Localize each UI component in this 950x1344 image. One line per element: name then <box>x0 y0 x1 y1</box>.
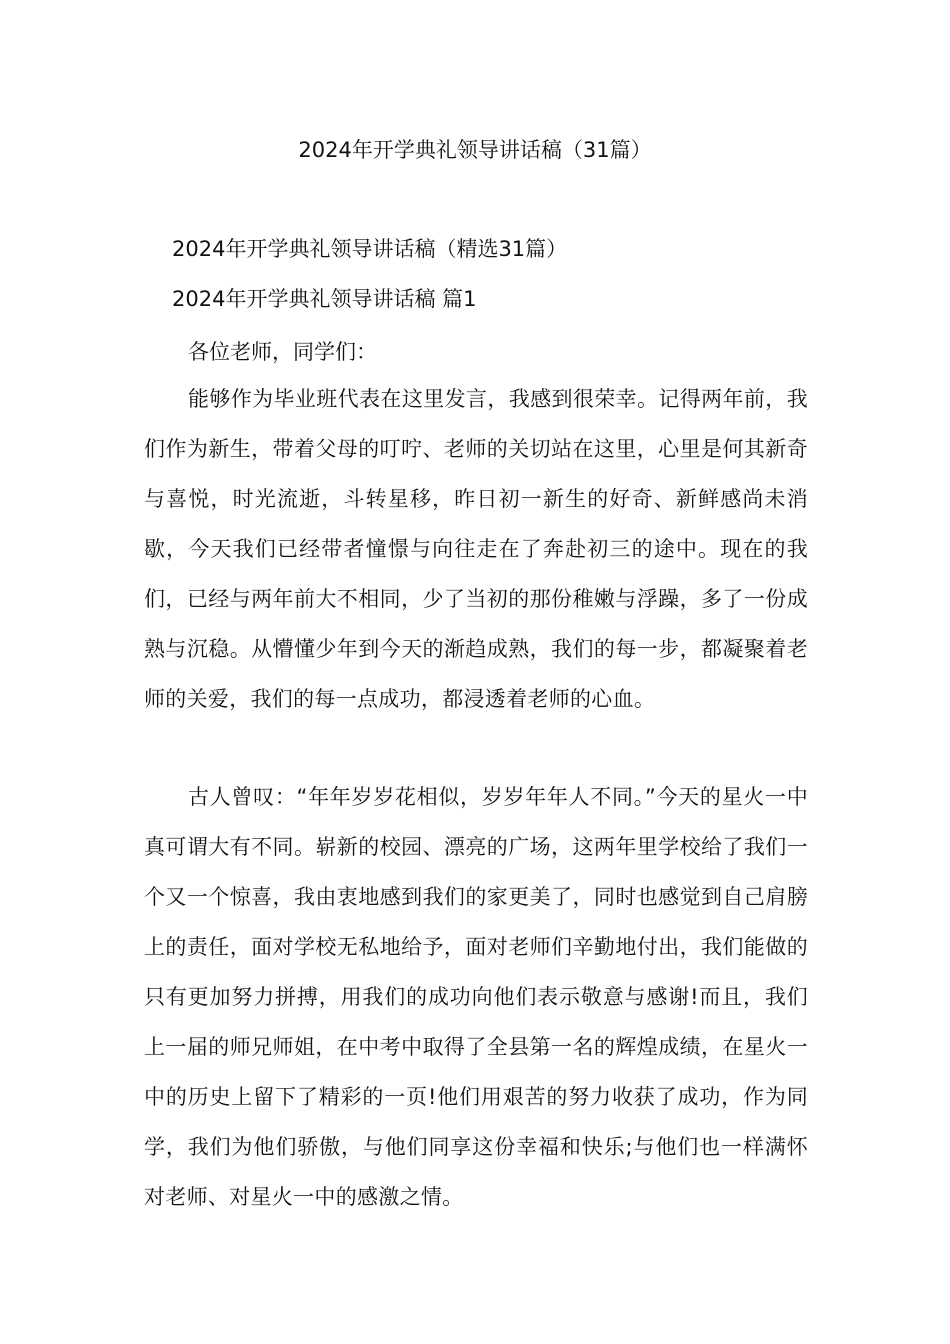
salutation: 各位老师，同学们： <box>188 340 377 364</box>
body-paragraph-1: 能够作为毕业班代表在这里发言，我感到很荣幸。记得两年前，我们作为新生，带着父母的叮咛、老师的关切站在这里，心里是何其新奇与喜悦，时光流逝，斗转星移，昨日初一新生的好奇、新鲜感尚未消歇，今天我们已经带者憧憬与向往走在了奔赴初三的途中。现在的我们，已经与两年前大不相同，少了当初的那份稚嫩与浮躁，多了一份成熟与沉稳。从懵懂少年到今天的渐趋成熟，我们的每一步，都凝聚着老师的关爱，我们的每一点成功，都浸透着老师的心血。 <box>144 387 808 711</box>
document-subtitle: 2024年开学典礼领导讲话稿（精选31篇） <box>172 237 568 261</box>
document-title: 2024年开学典礼领导讲话稿（31篇） <box>298 138 652 162</box>
section-heading: 2024年开学典礼领导讲话稿 篇1 <box>172 287 477 311</box>
body-paragraph-2: 古人曾叹：“年年岁岁花相似，岁岁年年人不同。”今天的星火一中真可谓大有不同。崭新的校园、漂亮的广场，这两年里学校给了我们一个又一个惊喜，我由衷地感到我们的家更美了，同时也感觉到自己肩膀上的责任，面对学校无私地给予，面对老师们辛勤地付出，我们能做的只有更加努力拼搏，用我们的成功向他们表示敬意与感谢!而且，我们上一届的师兄师姐，在中考中取得了全县第一名的辉煌成绩，在星火一中的历史上留下了精彩的一页!他们用艰苦的努力收获了成功，作为同学，我们为他们骄傲，与他们同享这份幸福和快乐;与他们也一样满怀对老师、对星火一中的感激之情。 <box>144 785 808 1209</box>
